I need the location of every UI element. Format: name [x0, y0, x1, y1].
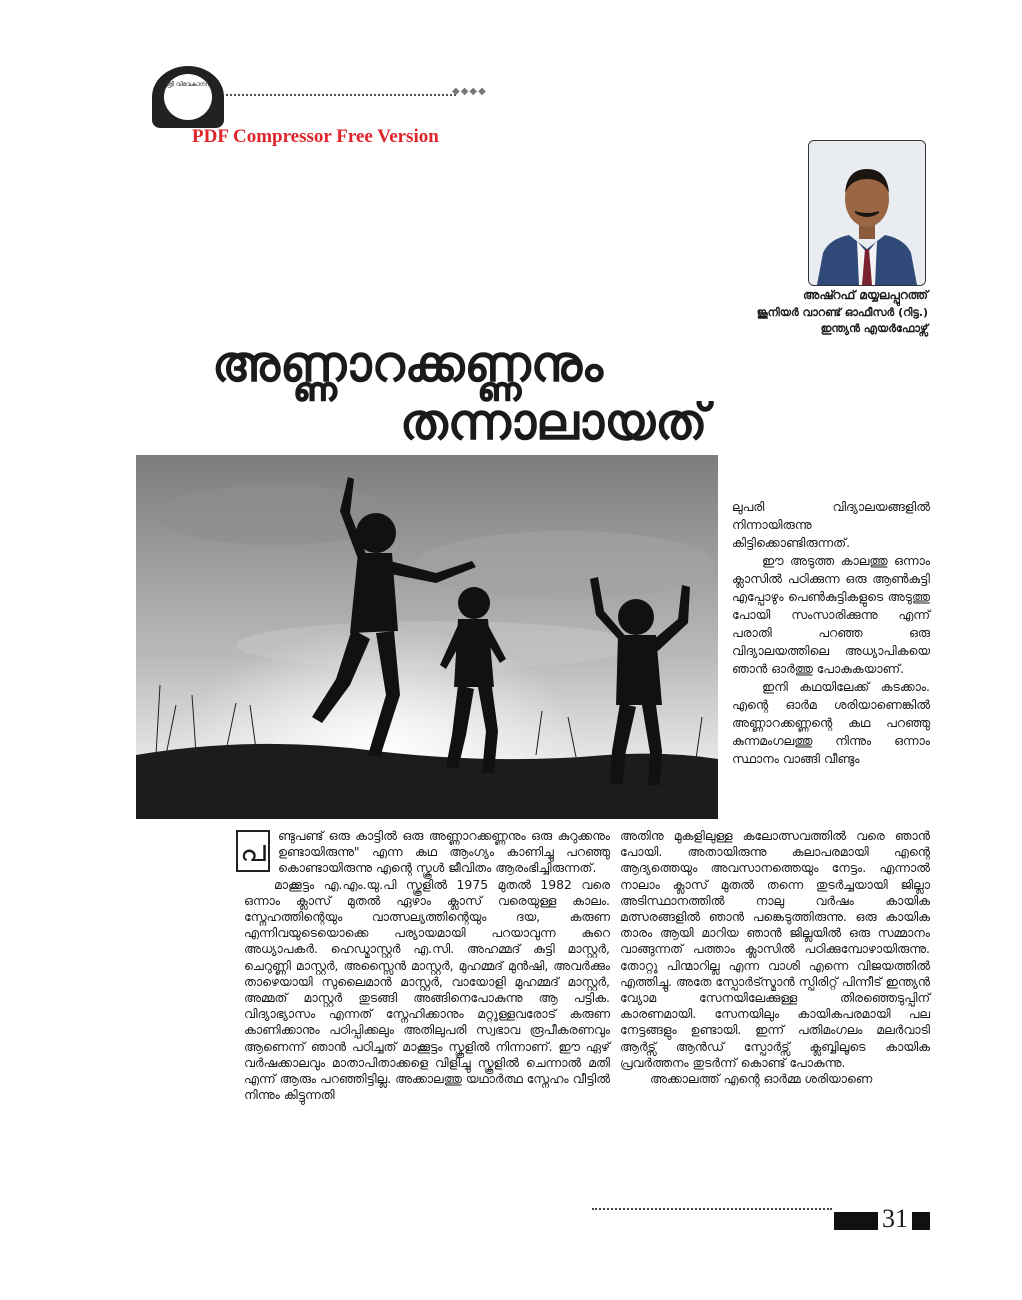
magazine-logo	[152, 66, 224, 128]
paragraph: അതിനു മുകളിലുള്ള കലോത്സവത്തിൽ വരെ ഞാൻ പോയി. അതായിരുന്നു കലാപരമായി എന്റെ ആദ്യത്തെയും അവസാനത്തെയും നേട്ടം. എന്നാൽ നാലാം ക്ലാസ് മുതൽ തന്നെ തുടർച്ചയായി ജില്ലാ അടിസ്ഥാനത്തിൽ നാലു വർഷം കായിക മത്സരങ്ങളിൽ ഞാൻ പങ്കെടുത്തിരുന്നു. ഒരു കായിക താരം ആയി മാറിയ ഞാൻ ജില്ലയിൽ ഒരു സമ്മാനം വാങ്ങുന്നത് പത്താം ക്ലാസിൽ പഠിക്കുമ്പോഴായിരുന്നു. തോറ്റു പിന്മാറില്ല എന്ന വാശി എന്നെ വിജയത്തിൽ എത്തിച്ചു. അതേ സ്പോർട്സ്മാൻ സ്പിരിറ്റ് പിന്നീട് ഇന്ത്യൻ വ്യോമ സേനയിലേക്കുള്ള തിരഞ്ഞെടുപ്പിന് കാരണമായി. സേനയിലും കായികപരമായി പല നേട്ടങ്ങളും ഉണ്ടായി. ഇന്ന് പതിമംഗലം മലർവാടി ആർട്സ് ആൻഡ് സ്പോർട്സ് ക്ലബ്ബിലൂടെ കായിക പ്രവർത്തനം തുടർന്ന് കൊണ്ട് പോകുന്നു.	[620, 828, 930, 1070]
article-title-line2: തന്നാലായത്	[400, 393, 708, 451]
header-dotted-rule	[226, 94, 456, 96]
hero-image-children-silhouette	[136, 455, 718, 819]
footer-bar	[834, 1212, 878, 1230]
logo-emblem	[162, 72, 214, 122]
paragraph: അക്കാലത്ത് എന്റെ ഓർമ്മ ശരിയാണെ	[650, 1071, 873, 1087]
paragraph-with-dropcap	[240, 828, 610, 877]
paragraph: ഇനി കഥയിലേക്ക് കടക്കാം. എന്റെ ഓർമ ശരിയാണെങ്കിൽ അണ്ണാറക്കണ്ണന്റെ കഥ പറഞ്ഞു കുന്നമംഗലത്തു നിന്നും ഒന്നാം സ്ഥാനം വാങ്ങി വീണ്ടും	[732, 679, 930, 766]
paragraph-text: ണ്ടുപണ്ട് ഒരു കാട്ടിൽ ഒരു അണ്ണാറക്കണ്ണനും ഒരു കുറുക്കനും ഉണ്ടായിരുന്നു" എന്ന കഥ ആംഗ്യം കാണിച്ചു പറഞ്ഞു കൊണ്ടായിരുന്നു എന്റെ സ്കൂൾ ജീവിതം ആരംഭിച്ചിരുന്നത്.	[278, 828, 610, 876]
author-portrait-icon	[809, 141, 925, 285]
article-column-right-bottom	[620, 828, 930, 1087]
logo-text: ശ്രീ വിവേകാനന്ദ	[164, 81, 212, 88]
article-column-left	[240, 828, 610, 1103]
paragraph: മാക്കൂട്ടം എ.എം.യു.പി സ്കൂളിൽ 1975 മുതൽ 1982 വരെ ഒന്നാം ക്ലാസ് മുതൽ ഏഴാം ക്ലാസ് വരെയുള്ള കാലം. സ്നേഹത്തിന്റെയും വാത്സല്യത്തിന്റെയും ദയ, കരുണ എന്നിവയുടെയൊക്കെ പര്യായമായി പറയാവുന്ന കുറെ അധ്യാപകർ. ഹെഡ്മാസ്റ്റർ എ.സി. അഹമ്മദ് കുട്ടി മാസ്റ്റർ, ചെറുണ്ണി മാസ്റ്റർ, അസ്സൈൻ മാസ്റ്റർ, മുഹമ്മദ് മുൻഷി, അവർക്കും താഴെയായി സുലൈമാൻ മാസ്റ്റർ, വായോളി മുഹമ്മദ് മാസ്റ്റർ, അമ്മത് മാസ്റ്റർ തുടങ്ങി അങ്ങിനെപോകുന്നു ആ പട്ടിക. വിദ്യാഭ്യാസം എന്നത് സ്നേഹിക്കാനും മറ്റുള്ളവരോട് കരുണ കാണിക്കാനും പഠിപ്പിക്കലും അതിലുപരി സ്വഭാവ രൂപീകരണവും ആണെന്ന് ഞാൻ പഠിച്ചത് മാക്കൂട്ടം സ്കൂളിൽ നിന്നാണ്. ഈ ഏഴ് വർഷക്കാലവും മാതാപിതാക്കളെ വിളിച്ചു സ്കൂളിൽ ചെന്നാൽ മതി എന്ന് ആരും പറഞ്ഞിട്ടില്ല. അക്കാലത്തു യഥാർത്ഥ സ്നേഹം വീട്ടിൽ നിന്നും കിട്ടുന്നതി	[244, 876, 610, 1103]
author-name: അഷ്റഫ് മയ്യലപ്പുറത്ത്	[803, 288, 928, 302]
pdf-watermark: PDF Compressor Free Version	[192, 126, 439, 147]
article-title-line1: അണ്ണാറക്കണ്ണനും	[212, 335, 603, 393]
children-running-icon	[136, 455, 718, 819]
author-org: ഇന്ത്യൻ എയർഫോഴ്സ്	[820, 322, 928, 335]
author-role: ജൂനിയർ വാറണ്ട് ഓഫീസർ (റിട്ട.)	[756, 306, 928, 319]
paragraph: ഈ അടുത്ത കാലത്തു ഒന്നാം ക്ലാസിൽ പഠിക്കുന്ന ഒരു ആൺകുട്ടി എപ്പോഴും പെൺകുട്ടികളുടെ അടുത്തു പോയി സംസാരിക്കുന്നു എന്ന് പരാതി പറഞ്ഞ ഒരു വിദ്യാലയത്തിലെ അധ്യാപികയെ ഞാൻ ഓർത്തു പോകുകയാണ്.	[732, 553, 930, 676]
footer-dotted-rule	[592, 1208, 832, 1210]
author-photo	[808, 140, 926, 286]
paragraph: ലുപരി വിദ്യാലയങ്ങളിൽ നിന്നായിരുന്നു കിട്ടിക്കൊണ്ടിരുന്നത്.	[732, 499, 930, 550]
header-diamonds: ◆◆◆◆	[452, 86, 487, 97]
page-number: 31	[882, 1204, 908, 1233]
article-column-right-top	[732, 498, 930, 768]
dropcap: പ	[236, 830, 270, 872]
footer-bar-small	[912, 1212, 930, 1230]
